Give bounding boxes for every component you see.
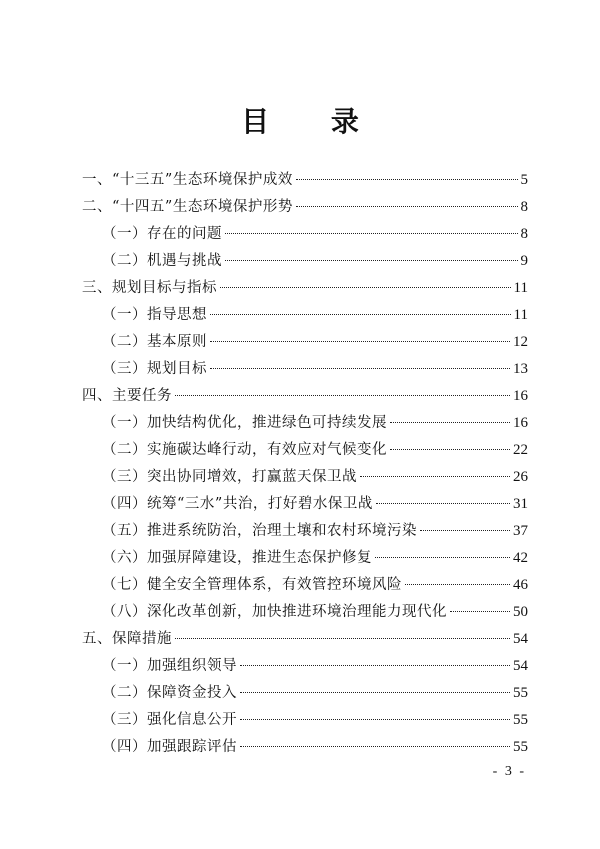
dot-leader (240, 719, 510, 720)
toc-entry[interactable] (82, 248, 528, 275)
toc-entry-title: （五）推进系统防治，治理土壤和农村环境污染 (102, 523, 417, 539)
toc-entry-page: 55 (513, 712, 528, 728)
toc-entry[interactable] (82, 734, 528, 761)
toc-entry[interactable] (82, 707, 528, 734)
toc-entry-title: （三）规划目标 (102, 361, 207, 377)
toc-entry-page: 26 (513, 469, 528, 485)
toc-entry-page: 42 (513, 550, 528, 566)
toc-entry-page: 55 (513, 685, 528, 701)
toc-entry[interactable] (82, 383, 528, 410)
toc-entry-title: （一）存在的问题 (102, 226, 222, 242)
dot-leader (296, 179, 518, 180)
toc-entry-page: 22 (513, 442, 528, 458)
dot-leader (375, 557, 510, 558)
toc-entry[interactable] (82, 275, 528, 302)
toc-entry[interactable] (82, 167, 528, 194)
toc-entry-page: 54 (513, 631, 528, 647)
dot-leader (240, 692, 510, 693)
toc-entry-title: 一、“十三五”生态环境保护成效 (82, 172, 293, 188)
table-of-contents (82, 167, 528, 761)
toc-entry-title: （二）保障资金投入 (102, 685, 237, 701)
dot-leader (296, 206, 518, 207)
toc-entry-page: 54 (513, 658, 528, 674)
dot-leader (420, 530, 510, 531)
toc-entry[interactable] (82, 491, 528, 518)
toc-entry-title: （三）强化信息公开 (102, 712, 237, 728)
toc-entry-title: （一）加强组织领导 (102, 658, 237, 674)
toc-entry-title: （二）基本原则 (102, 334, 207, 350)
toc-entry-page: 55 (513, 739, 528, 755)
dot-leader (225, 233, 518, 234)
toc-entry[interactable] (82, 599, 528, 626)
toc-entry-title: 二、“十四五”生态环境保护形势 (82, 199, 293, 215)
toc-entry-title: （四）统筹“三水”共治，打好碧水保卫战 (102, 496, 373, 512)
toc-entry-title: （三）突出协同增效，打赢蓝天保卫战 (102, 469, 357, 485)
toc-entry-title: （二）机遇与挑战 (102, 253, 222, 269)
toc-entry-page: 13 (513, 361, 528, 377)
toc-entry[interactable] (82, 410, 528, 437)
dot-leader (175, 395, 510, 396)
toc-entry-title: （六）加强屏障建设，推进生态保护修复 (102, 550, 372, 566)
dot-leader (210, 341, 510, 342)
toc-entry-title: 三、规划目标与指标 (82, 280, 217, 296)
toc-entry[interactable] (82, 572, 528, 599)
toc-entry[interactable] (82, 221, 528, 248)
dot-leader (360, 476, 510, 477)
dot-leader (376, 503, 510, 504)
toc-entry-page: 50 (513, 604, 528, 620)
toc-entry[interactable] (82, 626, 528, 653)
toc-entry[interactable] (82, 302, 528, 329)
dot-leader (405, 584, 510, 585)
page-number: - 3 - (492, 764, 526, 779)
toc-entry-page: 8 (520, 226, 528, 242)
toc-entry-title: 五、保障措施 (82, 631, 172, 647)
toc-entry-page: 37 (513, 523, 528, 539)
toc-entry[interactable] (82, 329, 528, 356)
toc-entry[interactable] (82, 356, 528, 383)
toc-entry-title: （二）实施碳达峰行动，有效应对气候变化 (102, 442, 387, 458)
toc-entry-title: （一）加快结构优化，推进绿色可持续发展 (102, 415, 387, 431)
toc-entry[interactable] (82, 194, 528, 221)
dot-leader (210, 314, 511, 315)
dot-leader (240, 746, 510, 747)
toc-entry-page: 31 (513, 496, 528, 512)
toc-entry-title: 四、主要任务 (82, 388, 172, 404)
toc-entry-page: 46 (513, 577, 528, 593)
toc-entry-title: （七）健全安全管理体系，有效管控环境风险 (102, 577, 402, 593)
dot-leader (175, 638, 510, 639)
dot-leader (240, 665, 510, 666)
toc-entry-page: 11 (513, 280, 528, 296)
dot-leader (210, 368, 510, 369)
toc-entry-page: 5 (520, 172, 528, 188)
toc-entry-page: 12 (513, 334, 528, 350)
toc-entry-page: 16 (513, 388, 528, 404)
toc-entry-page: 9 (520, 253, 528, 269)
toc-entry-title: （一）指导思想 (102, 307, 207, 323)
toc-entry-page: 8 (520, 199, 528, 215)
dot-leader (450, 611, 510, 612)
dot-leader (390, 449, 510, 450)
dot-leader (390, 422, 510, 423)
toc-entry[interactable] (82, 653, 528, 680)
toc-entry-title: （八）深化改革创新，加快推进环境治理能力现代化 (102, 604, 447, 620)
toc-entry-page: 11 (513, 307, 528, 323)
toc-entry[interactable] (82, 437, 528, 464)
page-title: 目 录 (241, 105, 385, 138)
dot-leader (225, 260, 518, 261)
toc-entry[interactable] (82, 464, 528, 491)
dot-leader (220, 287, 511, 288)
toc-entry[interactable] (82, 518, 528, 545)
toc-entry-title: （四）加强跟踪评估 (102, 739, 237, 755)
toc-entry-page: 16 (513, 415, 528, 431)
toc-entry[interactable] (82, 545, 528, 572)
toc-entry[interactable] (82, 680, 528, 707)
